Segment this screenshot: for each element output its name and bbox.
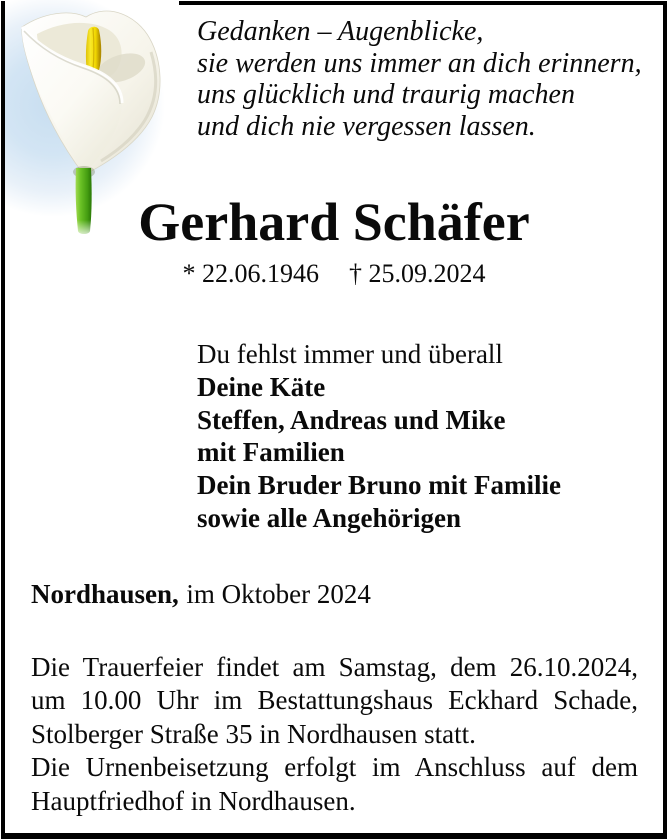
funeral-line: Die Urnenbeisetzung erfolgt im Anschluss auf dem bbox=[31, 752, 638, 783]
farewell-line: mit Familien bbox=[197, 437, 345, 468]
quote-line: Gedanken – Augenblicke, bbox=[197, 16, 484, 47]
deceased-name: Gerhard Schäfer bbox=[138, 192, 530, 252]
farewell-block bbox=[197, 338, 561, 535]
farewell-line: sowie alle Angehörigen bbox=[197, 502, 461, 533]
farewell-line: Deine Käte bbox=[197, 371, 326, 402]
memorial-quote bbox=[197, 16, 642, 142]
funeral-line: Stolberger Straße 35 in Nordhausen statt. bbox=[31, 718, 476, 749]
quote-line: sie werden uns immer an dich erinnern, bbox=[197, 47, 642, 79]
dateline-text: im Oktober 2024 bbox=[186, 579, 371, 609]
funeral-line: Hauptfriedhof in Nordhausen. bbox=[31, 785, 356, 816]
farewell-line: Du fehlst immer und überall bbox=[197, 339, 503, 369]
birth-date: * 22.06.1946 bbox=[182, 259, 319, 288]
funeral-line: Die Trauerfeier findet am Samstag, dem 26.10.2024, bbox=[31, 652, 638, 682]
quote-line: uns glücklich und traurig machen bbox=[197, 79, 575, 110]
death-date: † 25.09.2024 bbox=[349, 259, 486, 288]
funeral-info bbox=[31, 651, 638, 818]
place-name: Nordhausen, bbox=[31, 579, 179, 609]
funeral-line: um 10.00 Uhr im Bestattungshaus Eckhard Schade, bbox=[31, 685, 638, 716]
place-dateline bbox=[31, 578, 371, 611]
life-dates bbox=[0, 258, 668, 290]
quote-line: und dich nie vergessen lassen. bbox=[197, 110, 536, 142]
farewell-line: Dein Bruder Bruno mit Familie bbox=[197, 470, 561, 501]
farewell-line: Steffen, Andreas und Mike bbox=[197, 404, 506, 435]
